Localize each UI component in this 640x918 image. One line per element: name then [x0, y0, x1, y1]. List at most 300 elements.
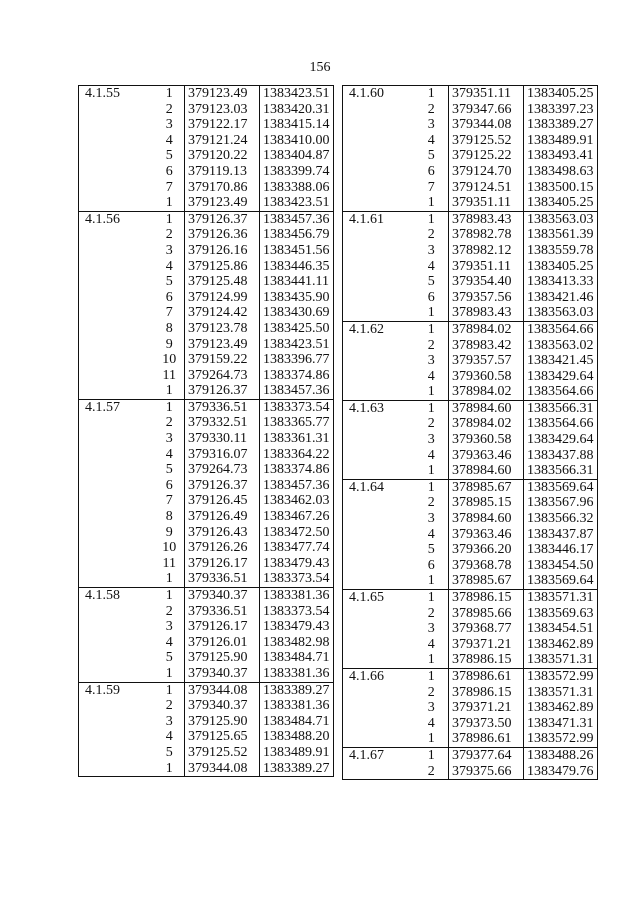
table-row	[343, 164, 598, 180]
y-coordinate: 1383477.74	[260, 540, 334, 556]
point-number: 8	[165, 320, 173, 336]
table-row	[79, 666, 334, 682]
section-number	[343, 432, 415, 448]
table-row	[343, 305, 598, 321]
x-coordinate: 379125.22	[449, 148, 524, 164]
table-row	[79, 714, 334, 730]
section-number: 4.1.56	[79, 211, 155, 227]
section-number	[343, 731, 415, 747]
table-row	[79, 478, 334, 494]
y-coordinate: 1383472.50	[260, 525, 334, 541]
x-coordinate: 379371.21	[449, 637, 524, 653]
x-coordinate: 379264.73	[185, 368, 260, 384]
table-row	[79, 525, 334, 541]
table-row	[343, 416, 598, 432]
x-coordinate: 379124.70	[449, 164, 524, 180]
y-coordinate: 1383437.87	[524, 527, 598, 543]
table-row	[343, 274, 598, 290]
x-coordinate: 378982.78	[449, 227, 524, 243]
table-row	[343, 716, 598, 732]
x-coordinate: 379121.24	[185, 133, 260, 149]
table-row	[79, 352, 334, 368]
section-number	[79, 195, 155, 211]
point-number: 1	[427, 463, 435, 479]
x-coordinate: 379126.49	[185, 509, 260, 525]
table-row	[79, 415, 334, 431]
y-coordinate: 1383381.36	[260, 588, 334, 604]
point-number: 1	[427, 195, 435, 211]
table-row	[343, 321, 598, 337]
point-number: 2	[165, 415, 173, 431]
x-coordinate: 378983.43	[449, 305, 524, 321]
point-number: 1	[155, 761, 185, 777]
section-number	[79, 635, 155, 651]
section-number	[79, 337, 155, 353]
x-coordinate: 379126.37	[185, 383, 260, 399]
x-coordinate: 379344.08	[185, 682, 260, 698]
table-row	[343, 227, 598, 243]
point-number: 4	[427, 636, 435, 652]
section-number: 4.1.60	[343, 86, 415, 102]
x-coordinate: 378982.12	[449, 243, 524, 259]
y-coordinate: 1383563.03	[524, 305, 598, 321]
point-number: 3	[165, 431, 173, 447]
x-coordinate: 379264.73	[185, 462, 260, 478]
table-row	[79, 431, 334, 447]
section-number: 4.1.65	[343, 590, 415, 606]
x-coordinate: 379340.37	[185, 698, 260, 714]
point-number: 2	[427, 495, 435, 511]
section-number	[343, 369, 415, 385]
y-coordinate: 1383423.51	[260, 86, 334, 102]
x-coordinate: 379123.49	[185, 195, 260, 211]
y-coordinate: 1383399.74	[260, 164, 334, 180]
table-row	[343, 495, 598, 511]
y-coordinate: 1383446.17	[524, 542, 598, 558]
point-number: 10	[162, 352, 177, 368]
point-number: 3	[427, 621, 435, 637]
section-number	[79, 493, 155, 509]
table-row	[79, 164, 334, 180]
x-coordinate: 379336.51	[185, 604, 260, 620]
point-number: 6	[427, 163, 435, 179]
y-coordinate: 1383423.51	[260, 337, 334, 353]
x-coordinate: 379119.13	[185, 164, 260, 180]
point-number: 1	[415, 668, 449, 684]
x-coordinate: 379125.90	[185, 650, 260, 666]
section-number: 4.1.63	[343, 400, 415, 416]
section-number: 4.1.59	[79, 682, 155, 698]
y-coordinate: 1383388.06	[260, 180, 334, 196]
section-number	[343, 384, 415, 400]
y-coordinate: 1383467.26	[260, 509, 334, 525]
point-number: 3	[427, 353, 435, 369]
table-row	[79, 368, 334, 384]
x-coordinate: 379126.01	[185, 635, 260, 651]
x-coordinate: 379123.78	[185, 321, 260, 337]
x-coordinate: 379377.64	[449, 747, 524, 763]
point-number: 1	[155, 588, 185, 604]
x-coordinate: 378985.66	[449, 606, 524, 622]
x-coordinate: 379336.51	[185, 399, 260, 415]
y-coordinate: 1383435.90	[260, 290, 334, 306]
section-number	[343, 448, 415, 464]
point-number: 1	[427, 652, 435, 668]
x-coordinate: 378984.02	[449, 321, 524, 337]
y-coordinate: 1383571.31	[524, 590, 598, 606]
section-number	[79, 478, 155, 494]
point-number: 1	[427, 731, 435, 747]
y-coordinate: 1383484.71	[260, 650, 334, 666]
section-number	[79, 321, 155, 337]
y-coordinate: 1383396.77	[260, 352, 334, 368]
table-row	[343, 463, 598, 479]
y-coordinate: 1383471.31	[524, 716, 598, 732]
point-number: 2	[427, 684, 435, 700]
x-coordinate: 379344.08	[449, 117, 524, 133]
section-number	[343, 685, 415, 701]
y-coordinate: 1383421.45	[524, 353, 598, 369]
point-number: 4	[165, 634, 173, 650]
y-coordinate: 1383488.20	[260, 729, 334, 745]
y-coordinate: 1383569.63	[524, 606, 598, 622]
y-coordinate: 1383446.35	[260, 259, 334, 275]
x-coordinate: 379360.58	[449, 432, 524, 448]
y-coordinate: 1383381.36	[260, 698, 334, 714]
point-number: 1	[415, 321, 449, 337]
section-number	[79, 745, 155, 761]
y-coordinate: 1383561.39	[524, 227, 598, 243]
point-number: 6	[165, 163, 173, 179]
section-number	[79, 227, 155, 243]
x-coordinate: 379123.49	[185, 86, 260, 102]
x-coordinate: 379120.22	[185, 148, 260, 164]
table-row	[79, 86, 334, 102]
table-row	[343, 290, 598, 306]
section-number	[343, 573, 415, 589]
point-number: 3	[427, 511, 435, 527]
point-number: 5	[165, 148, 173, 164]
point-number: 4	[165, 132, 173, 148]
section-number	[343, 227, 415, 243]
section-number	[79, 352, 155, 368]
point-number: 1	[165, 665, 173, 681]
point-number: 11	[162, 367, 176, 383]
point-number: 4	[165, 446, 173, 462]
section-number	[343, 148, 415, 164]
point-number: 2	[427, 227, 435, 243]
section-number	[79, 383, 155, 399]
y-coordinate: 1383489.91	[524, 133, 598, 149]
x-coordinate: 379170.86	[185, 180, 260, 196]
x-coordinate: 378984.60	[449, 463, 524, 479]
point-number: 5	[165, 274, 173, 290]
section-number	[343, 353, 415, 369]
table-row	[79, 274, 334, 290]
point-number: 1	[155, 682, 185, 698]
y-coordinate: 1383361.31	[260, 431, 334, 447]
y-coordinate: 1383373.54	[260, 399, 334, 415]
section-number	[79, 509, 155, 525]
point-number: 2	[165, 603, 173, 619]
point-number: 2	[427, 605, 435, 621]
table-row	[343, 102, 598, 118]
x-coordinate: 379125.52	[185, 745, 260, 761]
x-coordinate: 379368.77	[449, 621, 524, 637]
point-number: 3	[427, 117, 435, 133]
x-coordinate: 379360.58	[449, 369, 524, 385]
point-number: 1	[155, 211, 185, 227]
y-coordinate: 1383421.46	[524, 290, 598, 306]
section-number	[343, 716, 415, 732]
point-number: 7	[427, 179, 435, 195]
point-number: 5	[427, 148, 435, 164]
section-number	[79, 102, 155, 118]
section-number	[79, 462, 155, 478]
section-number	[79, 243, 155, 259]
point-number: 3	[427, 700, 435, 716]
y-coordinate: 1383500.15	[524, 180, 598, 196]
table-row	[343, 590, 598, 606]
x-coordinate: 379124.99	[185, 290, 260, 306]
y-coordinate: 1383564.66	[524, 321, 598, 337]
point-number: 3	[165, 619, 173, 635]
section-number	[343, 700, 415, 716]
table-row	[79, 682, 334, 698]
table-row	[79, 227, 334, 243]
point-number: 1	[415, 747, 449, 763]
x-coordinate: 379126.37	[185, 478, 260, 494]
section-number: 4.1.64	[343, 479, 415, 495]
x-coordinate: 379351.11	[449, 259, 524, 275]
table-row	[79, 133, 334, 149]
table-row	[343, 180, 598, 196]
section-number	[79, 447, 155, 463]
section-number	[343, 274, 415, 290]
x-coordinate: 378983.43	[449, 211, 524, 227]
point-number: 1	[415, 590, 449, 606]
table-row	[343, 86, 598, 102]
section-number	[343, 243, 415, 259]
y-coordinate: 1383479.43	[260, 619, 334, 635]
y-coordinate: 1383564.66	[524, 384, 598, 400]
x-coordinate: 379124.51	[449, 180, 524, 196]
section-number	[343, 495, 415, 511]
x-coordinate: 379351.11	[449, 195, 524, 211]
y-coordinate: 1383429.64	[524, 432, 598, 448]
table-row	[343, 700, 598, 716]
point-number: 1	[155, 399, 185, 415]
table-row	[79, 761, 334, 777]
section-number	[343, 637, 415, 653]
section-number	[79, 180, 155, 196]
section-number: 4.1.67	[343, 747, 415, 763]
table-row	[79, 102, 334, 118]
section-number	[79, 431, 155, 447]
section-number: 4.1.62	[343, 321, 415, 337]
point-number: 4	[165, 258, 173, 274]
table-row	[79, 745, 334, 761]
y-coordinate: 1383479.76	[524, 764, 598, 780]
y-coordinate: 1383374.86	[260, 462, 334, 478]
point-number: 4	[165, 729, 173, 745]
x-coordinate: 378984.60	[449, 511, 524, 527]
table-row	[343, 558, 598, 574]
section-number	[343, 764, 415, 780]
table-row	[343, 432, 598, 448]
point-number: 6	[427, 289, 435, 305]
section-number	[343, 290, 415, 306]
y-coordinate: 1383420.31	[260, 102, 334, 118]
x-coordinate: 379344.08	[185, 761, 260, 777]
y-coordinate: 1383479.43	[260, 556, 334, 572]
table-row	[79, 117, 334, 133]
table-row	[343, 764, 598, 780]
y-coordinate: 1383498.63	[524, 164, 598, 180]
point-number: 1	[415, 400, 449, 416]
section-number	[343, 558, 415, 574]
point-number: 6	[165, 477, 173, 493]
x-coordinate: 379332.51	[185, 415, 260, 431]
point-number: 2	[165, 698, 173, 714]
point-number: 6	[165, 289, 173, 305]
table-row	[343, 668, 598, 684]
y-coordinate: 1383567.96	[524, 495, 598, 511]
y-coordinate: 1383405.25	[524, 86, 598, 102]
section-number	[79, 729, 155, 745]
x-coordinate: 379126.17	[185, 556, 260, 572]
x-coordinate: 378986.15	[449, 652, 524, 668]
x-coordinate: 379336.51	[185, 571, 260, 587]
section-number	[79, 556, 155, 572]
section-number	[343, 180, 415, 196]
table-row	[343, 133, 598, 149]
x-coordinate: 379126.43	[185, 525, 260, 541]
point-number: 3	[165, 713, 173, 729]
x-coordinate: 379316.07	[185, 447, 260, 463]
table-row	[343, 338, 598, 354]
point-number: 1	[165, 383, 173, 399]
y-coordinate: 1383462.03	[260, 493, 334, 509]
x-coordinate: 378986.61	[449, 668, 524, 684]
y-coordinate: 1383397.23	[524, 102, 598, 118]
y-coordinate: 1383405.25	[524, 259, 598, 275]
y-coordinate: 1383571.31	[524, 685, 598, 701]
section-number	[79, 525, 155, 541]
section-number: 4.1.61	[343, 211, 415, 227]
x-coordinate: 379357.57	[449, 353, 524, 369]
table-row	[343, 731, 598, 747]
x-coordinate: 379125.48	[185, 274, 260, 290]
section-number	[343, 416, 415, 432]
table-row	[79, 588, 334, 604]
table-row	[343, 621, 598, 637]
y-coordinate: 1383569.64	[524, 573, 598, 589]
y-coordinate: 1383566.32	[524, 511, 598, 527]
section-number	[343, 606, 415, 622]
y-coordinate: 1383410.00	[260, 133, 334, 149]
x-coordinate: 379126.36	[185, 227, 260, 243]
y-coordinate: 1383413.33	[524, 274, 598, 290]
table-row	[79, 383, 334, 399]
table-row	[79, 556, 334, 572]
table-row	[79, 290, 334, 306]
point-number: 8	[165, 509, 173, 525]
point-number: 5	[427, 542, 435, 558]
point-number: 1	[415, 211, 449, 227]
point-number: 4	[427, 132, 435, 148]
y-coordinate: 1383437.88	[524, 448, 598, 464]
table-row	[79, 493, 334, 509]
point-number: 3	[165, 242, 173, 258]
table-row	[79, 243, 334, 259]
section-number: 4.1.55	[79, 86, 155, 102]
point-number: 2	[165, 101, 173, 117]
x-coordinate: 379371.21	[449, 700, 524, 716]
table-row	[79, 604, 334, 620]
y-coordinate: 1383429.64	[524, 369, 598, 385]
y-coordinate: 1383405.25	[524, 195, 598, 211]
y-coordinate: 1383564.66	[524, 416, 598, 432]
y-coordinate: 1383373.54	[260, 571, 334, 587]
y-coordinate: 1383365.77	[260, 415, 334, 431]
y-coordinate: 1383457.36	[260, 211, 334, 227]
table-row	[343, 148, 598, 164]
x-coordinate: 379340.37	[185, 666, 260, 682]
point-number: 4	[427, 258, 435, 274]
x-coordinate: 378986.15	[449, 590, 524, 606]
section-number	[79, 274, 155, 290]
x-coordinate: 379366.20	[449, 542, 524, 558]
point-number: 2	[427, 416, 435, 432]
point-number: 3	[165, 117, 173, 133]
table-row	[79, 619, 334, 635]
section-number	[343, 133, 415, 149]
section-number	[79, 117, 155, 133]
section-number: 4.1.58	[79, 588, 155, 604]
table-row	[79, 399, 334, 415]
y-coordinate: 1383482.98	[260, 635, 334, 651]
point-number: 4	[427, 368, 435, 384]
y-coordinate: 1383563.02	[524, 338, 598, 354]
table-row	[79, 650, 334, 666]
y-coordinate: 1383569.64	[524, 479, 598, 495]
section-number	[343, 527, 415, 543]
x-coordinate: 378985.67	[449, 573, 524, 589]
x-coordinate: 379373.50	[449, 716, 524, 732]
table-row	[343, 511, 598, 527]
section-number	[79, 148, 155, 164]
table-row	[79, 729, 334, 745]
x-coordinate: 378985.67	[449, 479, 524, 495]
y-coordinate: 1383389.27	[260, 761, 334, 777]
coordinates-table-left	[78, 85, 334, 777]
page-number: 156	[309, 60, 331, 75]
x-coordinate: 379123.49	[185, 337, 260, 353]
table-row	[79, 259, 334, 275]
table-row	[79, 337, 334, 353]
section-number	[79, 698, 155, 714]
section-number	[79, 540, 155, 556]
section-number	[79, 368, 155, 384]
x-coordinate: 379125.86	[185, 259, 260, 275]
table-row	[343, 211, 598, 227]
point-number: 9	[165, 524, 173, 540]
x-coordinate: 378986.15	[449, 685, 524, 701]
x-coordinate: 379330.11	[185, 431, 260, 447]
y-coordinate: 1383493.41	[524, 148, 598, 164]
point-number: 9	[165, 336, 173, 352]
